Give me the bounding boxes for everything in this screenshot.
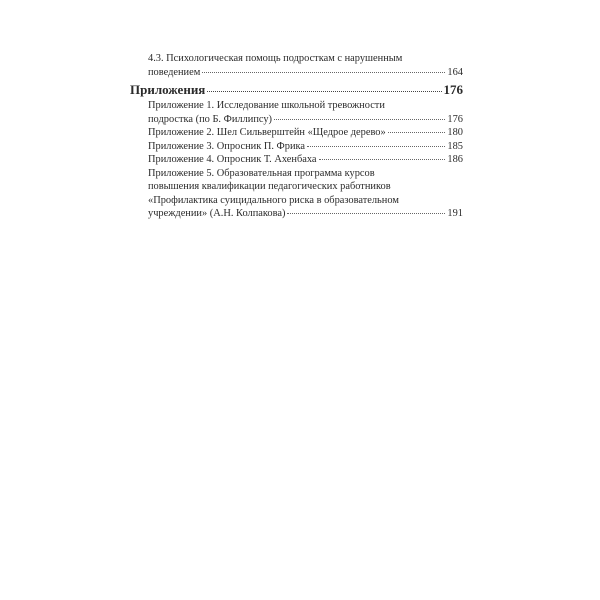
- toc-entry-text-line: «Профилактика суицидального риска в образовательном: [148, 194, 399, 206]
- dot-leader: [207, 91, 441, 92]
- dot-leader: [287, 213, 445, 214]
- toc-entry-appendix-3: [130, 140, 463, 154]
- toc-entry-text-line: Приложение 2. Шел Сильверштейн «Щедрое дерево»: [148, 127, 386, 138]
- page-number: 180: [447, 127, 463, 138]
- dot-leader: [307, 146, 445, 147]
- toc-entry-appendix-2: [130, 126, 463, 140]
- toc-entry-text-line: повышения квалификации педагогических работников: [148, 181, 391, 192]
- toc-entry-last-line: [148, 113, 463, 127]
- toc-entry-last-line: [148, 140, 463, 154]
- toc-entry-text-line: 4.3. Психологическая помощь подросткам с нарушенным: [148, 53, 403, 64]
- toc-entry-text-line: Приложение 5. Образовательная программа курсов: [148, 167, 375, 179]
- section-title: Приложения: [130, 82, 206, 97]
- toc-entry-last-line: [148, 66, 463, 80]
- dot-leader: [274, 119, 445, 120]
- dot-leader: [202, 72, 445, 73]
- toc-entry-text-line: поведением: [148, 66, 201, 78]
- toc-entry-last-line: [130, 81, 463, 98]
- toc-entry-text-line: учреждении» (А.Н. Колпакова): [148, 208, 286, 219]
- toc-section-appendices: [130, 81, 463, 98]
- toc-entry-appendix-5: [130, 167, 463, 221]
- dot-leader: [319, 159, 446, 160]
- toc-entry-text-line: Приложение 3. Опросник П. Фрика: [148, 140, 306, 152]
- toc-entry-appendix-4: [130, 153, 463, 167]
- toc-entry-text-line: подростка (по Б. Филлипсу): [148, 113, 273, 125]
- toc-entry-4-3: [130, 52, 463, 79]
- page-number: 186: [447, 154, 463, 165]
- toc-entry-text-line: Приложение 1. Исследование школьной тревожности: [148, 100, 385, 111]
- toc-entry-last-line: [148, 126, 463, 140]
- page-number: 176: [447, 113, 463, 125]
- page-number: 191: [447, 208, 463, 219]
- toc-entry-last-line: [148, 153, 463, 167]
- page-number: 185: [447, 140, 463, 152]
- dot-leader: [388, 132, 446, 133]
- table-of-contents: [130, 52, 463, 221]
- page-number: 176: [443, 82, 463, 97]
- toc-entry-appendix-1: [130, 99, 463, 126]
- page-number: 164: [447, 66, 463, 78]
- toc-entry-text-line: Приложение 4. Опросник Т. Ахенбаха: [148, 154, 317, 165]
- toc-entry-last-line: [148, 207, 463, 221]
